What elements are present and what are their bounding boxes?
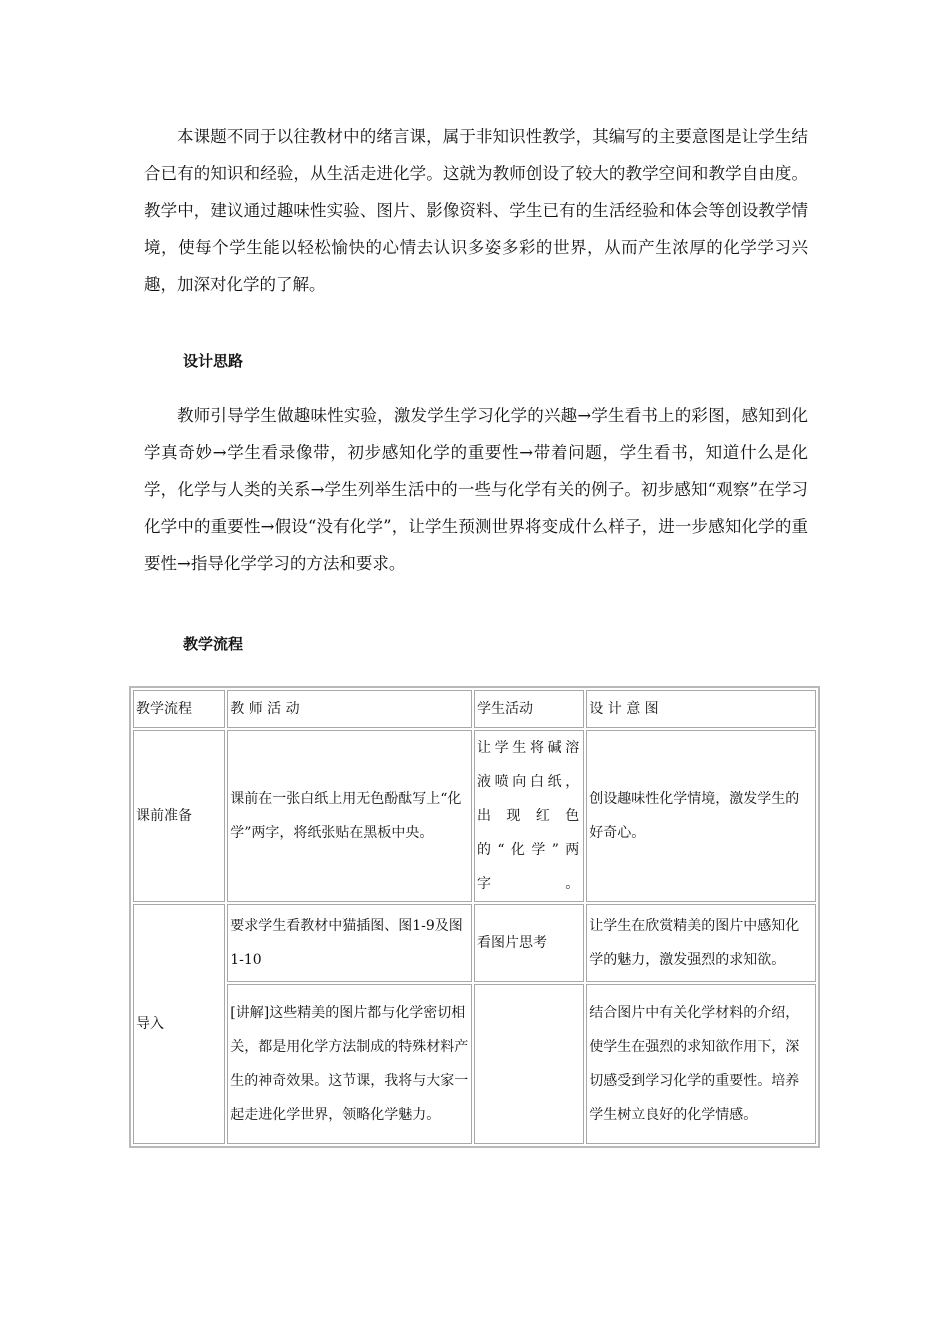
teacher-activity-cell: 课前在一张白纸上用无色酚酞写上“化学”两字，将纸张贴在黑板中央。 — [227, 730, 472, 902]
teacher-activity-cell: [讲解]这些精美的图片都与化学密切相关，都是用化学方法制成的特殊材料产生的神奇效果。这节课，我将与大家一起走进化学世界，领略化学魅力。 — [227, 984, 472, 1144]
stage-cell: 课前准备 — [133, 730, 225, 902]
header-intent: 设 计 意 图 — [586, 690, 816, 728]
intro-paragraph: 本课题不同于以往教材中的绪言课，属于非知识性教学，其编写的主要意图是让学生结合已有的知识和经验，从生活走进化学。这就为教师创设了较大的教学空间和教学自由度。教学中，建议通过趣味性实验、图片、影像资料、学生已有的生活经验和体会等创设教学情境，使每个学生能以轻松愉快的心情去认识多姿多彩的世界，从而产生浓厚的化学学习兴趣，加深对化学的了解。 — [144, 127, 808, 294]
stage-cell: 导入 — [133, 904, 225, 1144]
student-activity-cell: 让学生将碱溶液喷向白纸，出现红色的“化学”两字。 — [474, 730, 584, 902]
header-teacher: 教 师 活 动 — [227, 690, 472, 728]
table-row — [133, 730, 816, 902]
table-row — [133, 904, 816, 982]
header-student: 学生活动 — [474, 690, 584, 728]
student-activity-cell: 看图片思考 — [474, 904, 584, 982]
design-intent-cell: 结合图片中有关化学材料的介绍，使学生在强烈的求知欲作用下，深切感受到学习化学的重要性。培养学生树立良好的化学情感。 — [586, 984, 816, 1144]
design-intent-cell: 让学生在欣赏精美的图片中感知化学的魅力，激发强烈的求知欲。 — [586, 904, 816, 982]
table-row — [133, 984, 816, 1144]
design-intent-cell: 创设趣味性化学情境，激发学生的好奇心。 — [586, 730, 816, 902]
table-header-row — [133, 690, 816, 728]
teaching-flow-table — [129, 686, 820, 1148]
student-activity-cell — [474, 984, 584, 1144]
design-heading: 设计思路 — [183, 352, 244, 370]
design-paragraph: 教师引导学生做趣味性实验，激发学生学习化学的兴趣→学生看书上的彩图，感知到化学真奇妙→学生看录像带，初步感知化学的重要性→带着问题，学生看书，知道什么是化学，化学与人类的关系→学生列举生活中的一些与化学有关的例子。初步感知“观察”在学习化学中的重要性→假设“没有化学”，让学生预测世界将变成什么样子，进一步感知化学的重要性→指导化学学习的方法和要求。 — [144, 406, 808, 573]
flow-heading: 教学流程 — [183, 635, 244, 653]
teacher-activity-cell: 要求学生看教材中猫插图、图1-9及图1-10 — [227, 904, 472, 982]
header-stage: 教学流程 — [133, 690, 225, 728]
